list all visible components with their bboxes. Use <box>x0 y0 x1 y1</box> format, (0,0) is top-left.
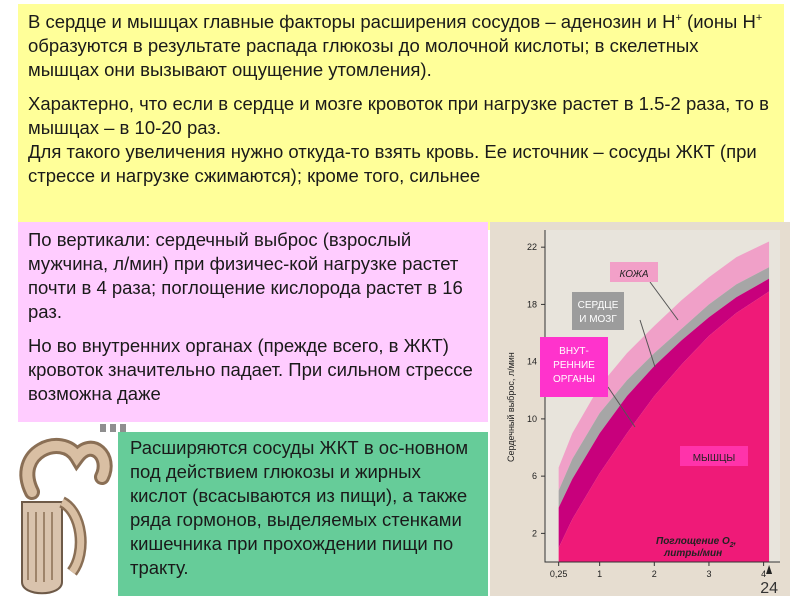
text-part: Для такого увеличения нужно откуда-то взять кровь. Ее источник – сосуды ЖКТ (при стрессе и нагрузке сжимаются); кроме того, сильнее <box>28 141 757 186</box>
paragraph-internal-organs: Но во внутренних органах (прежде всего, в ЖКТ) кровоток значительно падает. При сильном стрессе возможна даже <box>28 335 473 404</box>
x-tick-label: 3 <box>706 569 712 579</box>
chart-svg <box>490 222 790 596</box>
intestine-illustration <box>2 432 118 600</box>
label-internal-line2: РЕННИЕ <box>553 360 595 371</box>
label-skin: КОЖА <box>619 269 649 280</box>
pink-text-block <box>18 222 488 422</box>
paragraph-gi-vasodilation: Расширяются сосуды ЖКТ в ос-новном под действием глюкозы и жирных кислот (всасываются из пищи), а также ряда гормонов, выделяемых стенками кишечника при прохождении пищи по тракту. <box>130 437 469 578</box>
y-tick-label: 2 <box>531 528 537 539</box>
text-part: образуются в результате распада глюкозы до молочной кислоты; в скелетных мышцах они вызывают ощущение утомления). <box>28 35 699 80</box>
x-tick-label: 4 <box>761 569 767 579</box>
superscript: + <box>675 11 682 24</box>
label-heart-line2: И МОЗГ <box>579 314 617 325</box>
x-tick-label: 2 <box>651 569 657 579</box>
x-axis-unit: литры/мин <box>664 548 723 559</box>
label-internal-line1: ВНУТ- <box>559 346 589 357</box>
y-tick-label: 22 <box>526 242 537 253</box>
paragraph-blood-flow <box>28 92 774 188</box>
x-tick-label: 1 <box>597 569 603 579</box>
label-heart-line1: СЕРДЦЕ <box>577 300 619 311</box>
y-tick-label: 6 <box>531 471 537 482</box>
page-number: 24 <box>760 580 778 597</box>
y-tick-label: 10 <box>526 413 537 424</box>
superscript: + <box>755 11 763 24</box>
y-tick-label: 14 <box>526 356 537 367</box>
y-tick-label: 18 <box>526 299 537 310</box>
label-internal-line3: ОРГАНЫ <box>553 374 595 385</box>
text-part: В сердце и мышцах главные факторы расширения сосудов – аденозин и Н <box>28 11 676 32</box>
paragraph-vasodilation-factors <box>28 10 774 82</box>
green-text-block <box>118 432 488 596</box>
paragraph-cardiac-output: По вертикали: сердечный выброс (взрослый мужчина, л/мин) при физичес-кой нагрузке растет почти в 4 раза; поглощение кислорода растет в 16 раз. <box>28 229 463 322</box>
text-part: (ионы Н <box>681 11 756 32</box>
cardiac-output-chart <box>490 222 790 596</box>
x-axis-label: Поглощение $О_2$, <box>656 536 737 549</box>
y-axis-label: Сердечный выброс, л/мин <box>506 352 516 462</box>
top-text-block <box>18 4 784 230</box>
label-muscles: МЫШЦЫ <box>692 453 736 464</box>
intestine-image <box>2 432 118 600</box>
text-part: Характерно, что если в сердце и мозге кровоток при нагрузке растет в 1.5-2 раза, то в мышцах – в 10-20 раз. <box>28 93 769 138</box>
x-tick-label: 0,25 <box>549 569 568 579</box>
